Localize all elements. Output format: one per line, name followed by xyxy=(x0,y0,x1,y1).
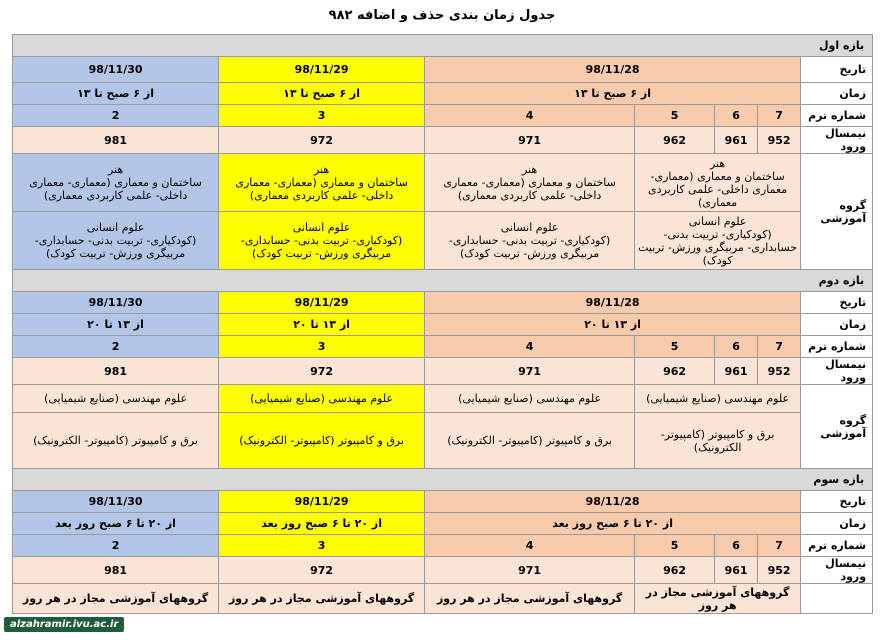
period-2-entry-cell: 981 xyxy=(13,358,219,385)
period-2-group-b-row xyxy=(13,413,873,469)
period-2-time-3: از ۱۳ تا ۲۰ xyxy=(13,314,219,336)
period-2-entry-cell: 961 xyxy=(715,358,758,385)
label-date: تاریخ xyxy=(801,57,873,83)
period-3-header-row xyxy=(13,469,873,491)
group-text: (کودکیاری- تربیت بدنی- حسابداری- مربیگری ورزش- تربیت کودک) xyxy=(34,234,197,260)
period-3-time-row xyxy=(13,513,873,535)
period-1-time-1: از ۶ صبح تا ۱۳ xyxy=(425,83,801,105)
period-2-term-cell: 4 xyxy=(425,336,635,358)
group-text: ساختمان و معماری (معماری- معماری داخلی- علمی کاربردی معماری) xyxy=(648,169,788,209)
period-2-date-3: 98/11/30 xyxy=(13,292,219,314)
period-1-entry-cell: 961 xyxy=(715,127,758,154)
period-2-term-cell: 5 xyxy=(635,336,715,358)
period-3-entry-cell: 981 xyxy=(13,557,219,584)
label-term: شماره ترم xyxy=(801,336,873,358)
period-1-header-row xyxy=(13,35,873,57)
period-2-group-a-cell: علوم مهندسی (صنایع شیمیایی) xyxy=(425,385,635,413)
period-3-term-cell: 2 xyxy=(13,535,219,557)
period-1-group-a-cell xyxy=(425,154,635,212)
period-2-group-b-cell: برق و کامپیوتر (کامپیوتر- الکترونیک) xyxy=(13,413,219,469)
period-2-entry-cell: 962 xyxy=(635,358,715,385)
label-date: تاریخ xyxy=(801,491,873,513)
period-1-term-cell: 6 xyxy=(715,105,758,127)
period-3-term-cell: 6 xyxy=(715,535,758,557)
period-2-group-b-cell: برق و کامپیوتر (کامپیوتر- الکترونیک) xyxy=(635,413,801,469)
period-1-entry-cell: 952 xyxy=(758,127,801,154)
period-2-date-row xyxy=(13,292,873,314)
period-2-entry-cell: 971 xyxy=(425,358,635,385)
group-text: ساختمان و معماری (معماری- معماری داخلی- علمی کاربردی معماری) xyxy=(443,176,616,202)
period-1-time-row xyxy=(13,83,873,105)
period-2-term-cell: 7 xyxy=(758,336,801,358)
period-1-group-a-cell xyxy=(635,154,801,212)
group-head: هنر xyxy=(107,163,124,176)
label-term: شماره ترم xyxy=(801,105,873,127)
period-1-group-a-cell xyxy=(219,154,425,212)
period-1-term-cell: 3 xyxy=(219,105,425,127)
group-head: علوم انسانی xyxy=(292,221,351,234)
period-1-entry-cell: 971 xyxy=(425,127,635,154)
period-1-group-b-cell xyxy=(425,212,635,270)
group-text: (کودکیاری- تربیت بدنی- حسابداری- مربیگری ورزش- تربیت کودک) xyxy=(638,227,798,267)
period-2-entry-cell: 972 xyxy=(219,358,425,385)
group-text: (کودکیاری- تربیت بدنی- حسابداری- مربیگری ورزش- تربیت کودک) xyxy=(448,234,611,260)
period-3-title: بازه سوم xyxy=(13,469,873,491)
period-2-time-1: از ۱۳ تا ۲۰ xyxy=(425,314,801,336)
period-2-group-a-cell: علوم مهندسی (صنایع شیمیایی) xyxy=(13,385,219,413)
period-2-header-row xyxy=(13,270,873,292)
period-3-date-1: 98/11/28 xyxy=(425,491,801,513)
label-time: زمان xyxy=(801,314,873,336)
period-1-entry-cell: 972 xyxy=(219,127,425,154)
period-3-entry-cell: 972 xyxy=(219,557,425,584)
group-text: ساختمان و معماری (معماری- معماری داخلی- علمی کاربردی معماری) xyxy=(29,176,202,202)
label-group: گروه آموزشی xyxy=(801,154,873,270)
page-title: جدول زمان بندی حذف و اضافه ۹۸۲ xyxy=(328,8,556,23)
group-head: علوم انسانی xyxy=(500,221,559,234)
period-3-time-2: از ۲۰ تا ۶ صبح روز بعد xyxy=(219,513,425,535)
period-1-group-b-cell xyxy=(635,212,801,270)
group-head: هنر xyxy=(521,163,538,176)
period-1-time-2: از ۶ صبح تا ۱۳ xyxy=(219,83,425,105)
label-time: زمان xyxy=(801,83,873,105)
period-2-term-cell: 3 xyxy=(219,336,425,358)
period-1-date-3: 98/11/30 xyxy=(13,57,219,83)
group-head: علوم انسانی xyxy=(688,214,747,228)
period-2-group-a-cell: علوم مهندسی (صنایع شیمیایی) xyxy=(219,385,425,413)
period-1-date-row xyxy=(13,57,873,83)
period-1-term-cell: 4 xyxy=(425,105,635,127)
period-1-entry-cell: 962 xyxy=(635,127,715,154)
period-3-time-1: از ۲۰ تا ۶ صبح روز بعد xyxy=(425,513,801,535)
period-1-entry-cell: 981 xyxy=(13,127,219,154)
period-3-group-cell: گروههای آموزشی مجاز در هر روز xyxy=(635,584,801,614)
period-2-date-2: 98/11/29 xyxy=(219,292,425,314)
period-3-group-cell: گروههای آموزشی مجاز در هر روز xyxy=(13,584,219,614)
period-1-date-2: 98/11/29 xyxy=(219,57,425,83)
period-1-title: بازه اول xyxy=(13,35,873,57)
watermark-badge: alzahramir.ivu.ac.ir xyxy=(4,617,124,632)
period-3-time-3: از ۲۰ تا ۶ صبح روز بعد xyxy=(13,513,219,535)
period-3-group-row xyxy=(13,584,873,614)
period-1-term-cell: 5 xyxy=(635,105,715,127)
label-entry: نیمسال ورود xyxy=(801,127,873,154)
period-1-time-3: از ۶ صبح تا ۱۳ xyxy=(13,83,219,105)
period-1-group-a-row xyxy=(13,154,873,212)
period-1-entry-row xyxy=(13,127,873,154)
period-1-date-1: 98/11/28 xyxy=(425,57,801,83)
period-3-entry-cell: 971 xyxy=(425,557,635,584)
group-text: (کودکیاری- تربیت بدنی- حسابداری- مربیگری ورزش- تربیت کودک) xyxy=(240,234,403,260)
group-text: ساختمان و معماری (معماری- معماری داخلی- علمی کاربردی معماری) xyxy=(235,176,408,202)
label-entry: نیمسال ورود xyxy=(801,557,873,584)
label-group: گروه آموزشی xyxy=(801,385,873,469)
group-head: هنر xyxy=(313,163,330,176)
period-2-term-row xyxy=(13,336,873,358)
period-3-group-cell: گروههای آموزشی مجاز در هر روز xyxy=(425,584,635,614)
period-3-group-cell: گروههای آموزشی مجاز در هر روز xyxy=(219,584,425,614)
period-2-title: بازه دوم xyxy=(13,270,873,292)
period-2-group-b-cell: برق و کامپیوتر (کامپیوتر- الکترونیک) xyxy=(425,413,635,469)
period-2-entry-row xyxy=(13,358,873,385)
period-1-term-row xyxy=(13,105,873,127)
period-3-term-row xyxy=(13,535,873,557)
period-2-term-cell: 6 xyxy=(715,336,758,358)
period-3-entry-row xyxy=(13,557,873,584)
period-2-group-b-cell: برق و کامپیوتر (کامپیوتر- الکترونیک) xyxy=(219,413,425,469)
period-3-entry-cell: 962 xyxy=(635,557,715,584)
period-2-time-2: از ۱۳ تا ۲۰ xyxy=(219,314,425,336)
period-3-term-cell: 3 xyxy=(219,535,425,557)
schedule-table xyxy=(12,34,873,614)
group-head: هنر xyxy=(709,156,726,170)
period-2-date-1: 98/11/28 xyxy=(425,292,801,314)
period-1-group-a-cell xyxy=(13,154,219,212)
period-1-term-cell: 2 xyxy=(13,105,219,127)
period-2-time-row xyxy=(13,314,873,336)
group-head: علوم انسانی xyxy=(86,221,145,234)
period-3-date-3: 98/11/30 xyxy=(13,491,219,513)
label-time: زمان xyxy=(801,513,873,535)
label-term: شماره ترم xyxy=(801,535,873,557)
period-3-term-cell: 7 xyxy=(758,535,801,557)
period-2-entry-cell: 952 xyxy=(758,358,801,385)
period-1-group-b-cell xyxy=(13,212,219,270)
label-entry: نیمسال ورود xyxy=(801,358,873,385)
period-3-entry-cell: 952 xyxy=(758,557,801,584)
period-2-group-a-row xyxy=(13,385,873,413)
label-date: تاریخ xyxy=(801,292,873,314)
period-3-term-cell: 4 xyxy=(425,535,635,557)
period-3-term-cell: 5 xyxy=(635,535,715,557)
period-1-group-b-cell xyxy=(219,212,425,270)
period-3-date-2: 98/11/29 xyxy=(219,491,425,513)
period-1-term-cell: 7 xyxy=(758,105,801,127)
period-3-entry-cell: 961 xyxy=(715,557,758,584)
label-group xyxy=(801,584,873,614)
period-1-group-b-row xyxy=(13,212,873,270)
period-2-term-cell: 2 xyxy=(13,336,219,358)
period-3-date-row xyxy=(13,491,873,513)
period-2-group-a-cell: علوم مهندسی (صنایع شیمیایی) xyxy=(635,385,801,413)
